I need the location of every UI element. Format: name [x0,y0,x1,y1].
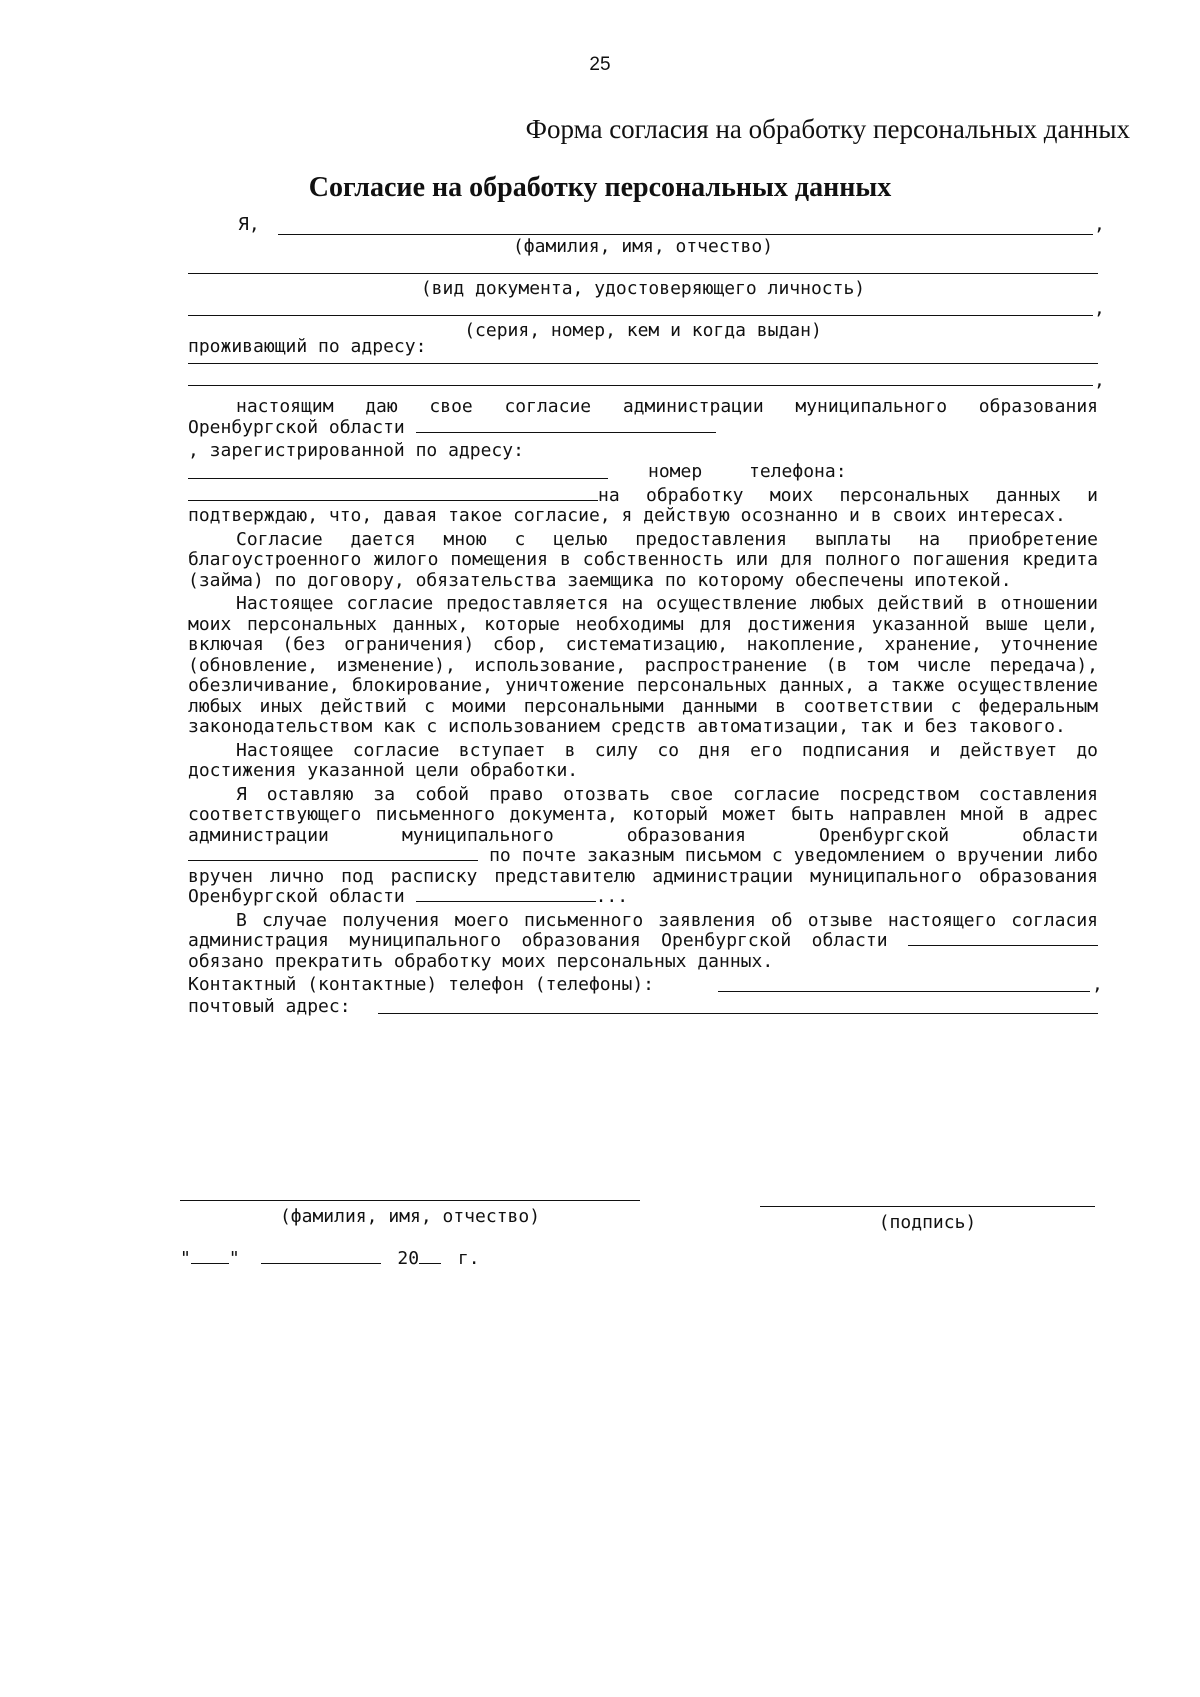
i-label: Я, [238,214,260,235]
date-quote-open: " [180,1248,191,1269]
contact-phone-label: Контактный (контактные) телефон (телефоны): [188,974,654,995]
caption-fio: (фамилия, имя, отчество) [512,236,774,257]
date-quote-close: " [228,1248,240,1269]
date-year: 20 [397,1248,420,1269]
document-body [188,214,1105,1019]
case-text-2: обязано прекратить обработку моих персональных данных. [188,950,774,972]
address-row-2: , [188,381,1098,403]
caption-doc: (вид документа, удостоверяющего личность) [420,278,866,299]
consent-text-1: настоящим даю свое согласие администрации муниципального образования Оренбургской области [188,396,1098,438]
municipality-blank-4[interactable] [908,931,1098,946]
date-suffix: г. [457,1248,480,1269]
year-blank[interactable] [419,1249,441,1264]
signature-blank[interactable] [760,1206,1095,1207]
residing-label: проживающий по адресу: [188,336,427,357]
document-title: Согласие на обработку персональных данных [308,172,892,203]
caption-series: (серия, номер, кем и когда выдан) [464,320,822,341]
caption-signature: (подпись) [878,1212,977,1233]
municipality-blank-2[interactable] [188,846,478,861]
doc-type-row [188,257,1098,279]
phone-row [188,462,1098,484]
series-row: , [188,299,1098,321]
purpose-paragraph: Согласие дается мною с целью предоставления выплаты на приобретение благоустроенного жилого помещения в собственность или для полного погашения кредита (займа) по договору, обязательства заемщика по которому обеспечены ипотекой. [188,528,1098,591]
fio-blank[interactable] [278,234,1093,235]
address-row-1 [188,359,1098,381]
doc-type-blank[interactable] [188,273,1098,274]
day-blank[interactable] [191,1249,229,1264]
form-title: Форма согласия на обработку персональных данных [525,114,1130,144]
contact-phone-row: Контактный (контактные) телефон (телефоны): , [188,974,1103,995]
validity-paragraph: Настоящее согласие вступает в силу со дня его подписания и действует до достижения указанной цели обработки. [188,739,1098,781]
month-blank[interactable] [261,1249,381,1264]
revoke-text-1: Я оставляю за собой право отозвать свое согласие посредством составления соответствующего письменного документа, который может быть направлен мной в адрес администрации муниципального образования Оренбургской области [188,783,1098,846]
fio-row: Я, , [238,214,1105,235]
phone-label: номер телефона: [648,460,847,482]
actions-paragraph: Настоящее согласие предоставляется на осуществление любых действий в отношении моих персональных данных, которые необходимы для достижения указанной выше цели, включая (без ограничения) сбор, систематизацию, накопление, хранение, уточнение (обновление, изменение), использование, распространение (в том числе передача), обезличивание, блокирование, уничтожение персональных данных, а также осуществление любых иных действий с моими персональными данными в соответствии с федеральным законодательством как с использованием средств автоматизации, так и без такового. [188,593,1098,737]
case-text-1: В случае получения моего письменного заявления об отзыве настоящего согласия администрация муниципального образования Оренбургской области [188,909,1098,951]
address-blank-1[interactable] [188,363,1098,364]
revoke-text-2: по почте заказным письмом с уведомлением о вручении либо вручен лично под расписку представителю администрации муниципального образования Оренбургской области [188,845,1098,907]
series-blank[interactable] [188,315,1093,316]
municipality-blank-3[interactable] [416,887,596,902]
registered-line: , зарегистрированной по адресу: [188,440,524,461]
date-line [180,1248,480,1269]
contact-phone-blank[interactable] [718,991,1090,992]
consent-paragraph-2 [188,486,1098,527]
page-number: 25 [589,54,611,75]
caption-signer-name: (фамилия, имя, отчество) [279,1206,541,1227]
case-paragraph [188,911,1098,973]
postal-blank[interactable] [378,1013,1098,1014]
series-caption-row [188,321,1098,359]
consent-paragraph [188,397,1098,438]
municipality-blank-1[interactable] [416,418,716,433]
registered-address-blank[interactable] [188,478,608,479]
consent-text-2: на обработку моих персональных данных и подтверждаю, что, давая такое согласие, я действую осознанно и в своих интересах. [188,484,1098,526]
address-blank-2[interactable] [188,385,1093,386]
phone-blank[interactable] [188,486,598,501]
postal-label: почтовый адрес: [188,996,351,1017]
revoke-paragraph [188,785,1098,908]
signature-block [180,1190,1100,1310]
postal-row [188,997,1098,1019]
ellipsis: ... [595,886,629,907]
signer-name-blank[interactable] [180,1200,640,1201]
